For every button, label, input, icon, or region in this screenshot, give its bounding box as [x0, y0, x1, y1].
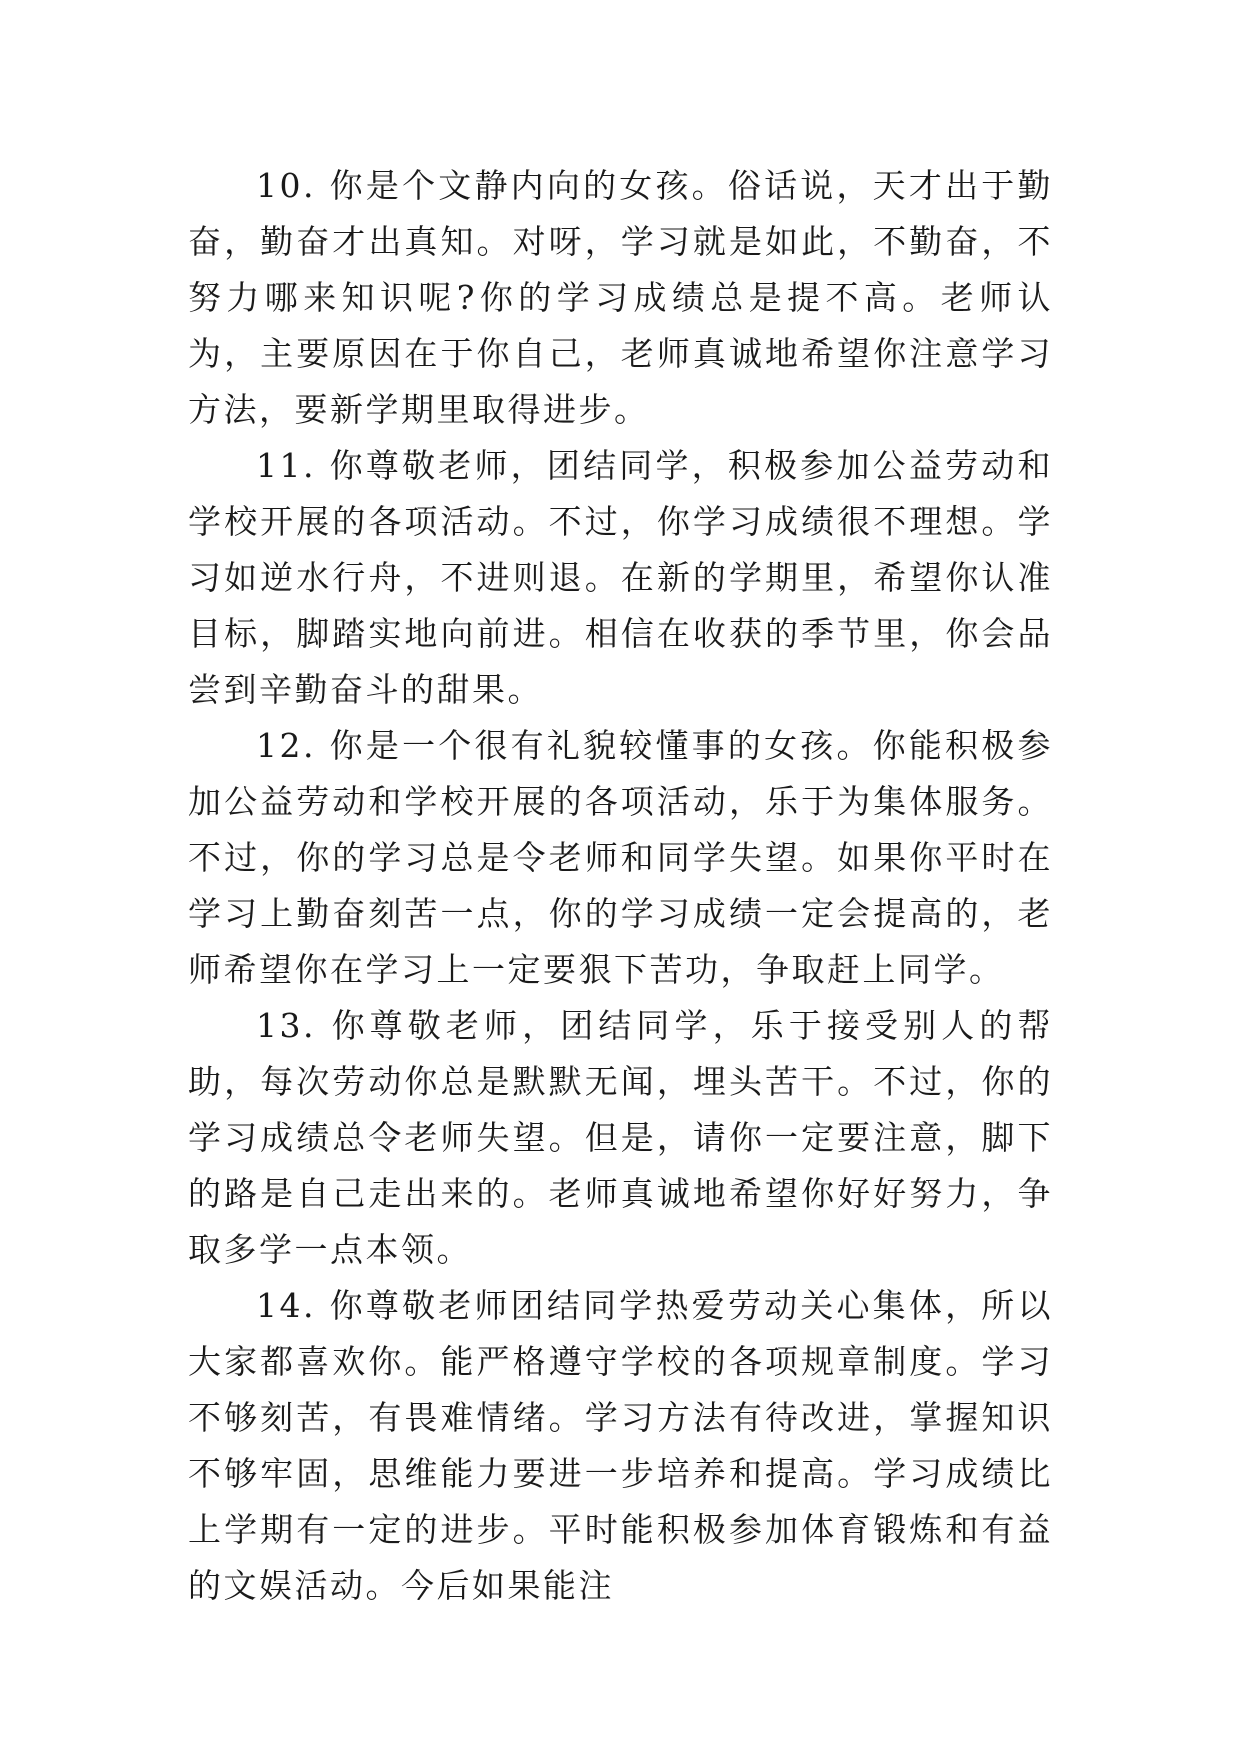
paragraph-13: 13. 你尊敬老师，团结同学，乐于接受别人的帮助，每次劳动你总是默默无闻，埋头苦干。不过，你的学习成绩总令老师失望。但是，请你一定要注意，脚下的路是自己走出来的。老师真诚地希望你好好努力，争取多学一点本领。	[188, 1006, 1053, 1269]
paragraph-10: 10. 你是个文静内向的女孩。俗话说，天才出于勤奋，勤奋才出真知。对呀，学习就是如此，不勤奋，不努力哪来知识呢?你的学习成绩总是提不高。老师认为，主要原因在于你自己，老师真诚地希望你注意学习方法，要新学期里取得进步。	[188, 166, 1053, 429]
document-body	[188, 158, 1053, 1614]
paragraph-14: 14. 你尊敬老师团结同学热爱劳动关心集体，所以大家都喜欢你。能严格遵守学校的各项规章制度。学习不够刻苦，有畏难情绪。学习方法有待改进，掌握知识不够牢固，思维能力要进一步培养和提高。学习成绩比上学期有一定的进步。平时能积极参加体育锻炼和有益的文娱活动。今后如果能注	[188, 1286, 1053, 1605]
paragraph-11: 11. 你尊敬老师，团结同学，积极参加公益劳动和学校开展的各项活动。不过，你学习成绩很不理想。学习如逆水行舟，不进则退。在新的学期里，希望你认准目标，脚踏实地向前进。相信在收获的季节里，你会品尝到辛勤奋斗的甜果。	[188, 446, 1053, 709]
paragraph-12: 12. 你是一个很有礼貌较懂事的女孩。你能积极参加公益劳动和学校开展的各项活动，乐于为集体服务。不过，你的学习总是令老师和同学失望。如果你平时在学习上勤奋刻苦一点，你的学习成绩一定会提高的，老师希望你在学习上一定要狠下苦功，争取赶上同学。	[188, 726, 1053, 989]
